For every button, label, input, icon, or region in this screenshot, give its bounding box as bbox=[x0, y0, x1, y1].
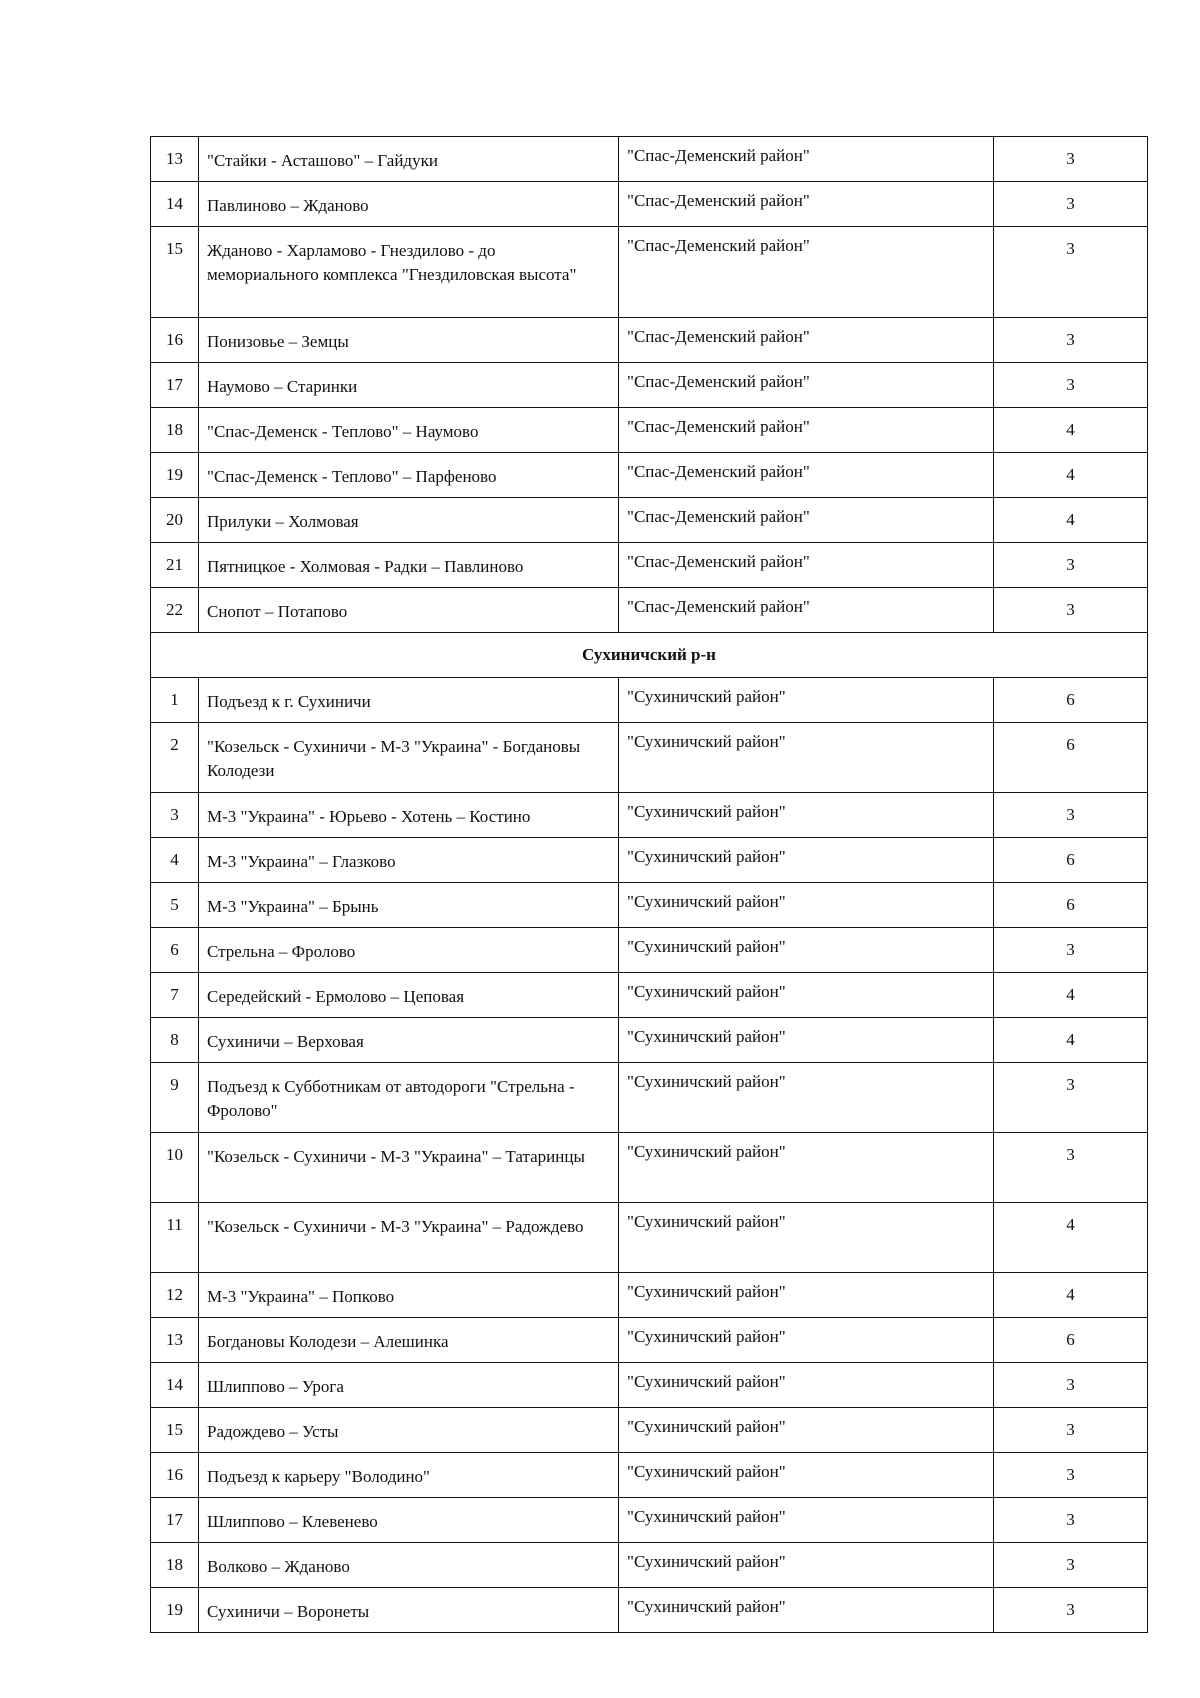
row-number: 14 bbox=[151, 1363, 199, 1408]
road-name: Стрельна – Фролово bbox=[199, 928, 619, 973]
row-number: 2 bbox=[151, 723, 199, 793]
table-row bbox=[151, 973, 1148, 1018]
road-name: Сухиничи – Верховая bbox=[199, 1018, 619, 1063]
row-value: 3 bbox=[994, 793, 1148, 838]
district-name: "Сухиничский район" bbox=[619, 1408, 994, 1453]
row-value: 4 bbox=[994, 1273, 1148, 1318]
road-name: Подъезд к г. Сухиничи bbox=[199, 678, 619, 723]
road-name: М-3 "Украина" - Юрьево - Хотень – Костино bbox=[199, 793, 619, 838]
district-name: "Сухиничский район" bbox=[619, 1133, 994, 1203]
district-name: "Спас-Деменский район" bbox=[619, 137, 994, 182]
district-name: "Спас-Деменский район" bbox=[619, 453, 994, 498]
table-row bbox=[151, 1543, 1148, 1588]
district-name: "Сухиничский район" bbox=[619, 1273, 994, 1318]
row-value: 4 bbox=[994, 453, 1148, 498]
district-name: "Сухиничский район" bbox=[619, 793, 994, 838]
table-row bbox=[151, 883, 1148, 928]
road-name: М-3 "Украина" – Попково bbox=[199, 1273, 619, 1318]
table-row bbox=[151, 498, 1148, 543]
row-value: 3 bbox=[994, 1498, 1148, 1543]
district-name: "Сухиничский район" bbox=[619, 1453, 994, 1498]
row-number: 3 bbox=[151, 793, 199, 838]
district-name: "Сухиничский район" bbox=[619, 1018, 994, 1063]
road-name: Шлиппово – Урога bbox=[199, 1363, 619, 1408]
row-number: 20 bbox=[151, 498, 199, 543]
table-row bbox=[151, 1203, 1148, 1273]
row-number: 15 bbox=[151, 227, 199, 318]
road-name: "Стайки - Асташово" – Гайдуки bbox=[199, 137, 619, 182]
row-value: 4 bbox=[994, 973, 1148, 1018]
road-name: Снопот – Потапово bbox=[199, 588, 619, 633]
road-name: Понизовье – Земцы bbox=[199, 318, 619, 363]
row-number: 11 bbox=[151, 1203, 199, 1273]
district-name: "Сухиничский район" bbox=[619, 1498, 994, 1543]
district-name: "Сухиничский район" bbox=[619, 1363, 994, 1408]
section-title: Сухиничский р-н bbox=[151, 633, 1148, 678]
row-value: 3 bbox=[994, 1588, 1148, 1633]
table-row bbox=[151, 1133, 1148, 1203]
row-number: 9 bbox=[151, 1063, 199, 1133]
row-value: 3 bbox=[994, 1133, 1148, 1203]
row-value: 3 bbox=[994, 318, 1148, 363]
table-row bbox=[151, 1273, 1148, 1318]
row-number: 16 bbox=[151, 1453, 199, 1498]
road-name: Волково – Жданово bbox=[199, 1543, 619, 1588]
table-row bbox=[151, 543, 1148, 588]
district-name: "Сухиничский район" bbox=[619, 1203, 994, 1273]
table-row bbox=[151, 453, 1148, 498]
row-number: 22 bbox=[151, 588, 199, 633]
row-number: 6 bbox=[151, 928, 199, 973]
row-number: 15 bbox=[151, 1408, 199, 1453]
table-row bbox=[151, 137, 1148, 182]
road-name: М-3 "Украина" – Глазково bbox=[199, 838, 619, 883]
row-number: 10 bbox=[151, 1133, 199, 1203]
row-number: 19 bbox=[151, 1588, 199, 1633]
table-row bbox=[151, 408, 1148, 453]
road-name: Середейский - Ермолово – Цеповая bbox=[199, 973, 619, 1018]
table-row bbox=[151, 1063, 1148, 1133]
district-name: "Сухиничский район" bbox=[619, 1318, 994, 1363]
row-value: 6 bbox=[994, 883, 1148, 928]
district-name: "Спас-Деменский район" bbox=[619, 227, 994, 318]
row-value: 3 bbox=[994, 363, 1148, 408]
table-row bbox=[151, 227, 1148, 318]
row-value: 3 bbox=[994, 137, 1148, 182]
district-name: "Сухиничский район" bbox=[619, 678, 994, 723]
table-row bbox=[151, 1498, 1148, 1543]
table-row bbox=[151, 1408, 1148, 1453]
row-value: 3 bbox=[994, 1063, 1148, 1133]
district-name: "Спас-Деменский район" bbox=[619, 318, 994, 363]
district-name: "Сухиничский район" bbox=[619, 973, 994, 1018]
row-value: 6 bbox=[994, 838, 1148, 883]
roads-table bbox=[150, 136, 1148, 1633]
row-value: 3 bbox=[994, 1453, 1148, 1498]
table-row bbox=[151, 1018, 1148, 1063]
row-value: 3 bbox=[994, 227, 1148, 318]
table-row bbox=[151, 1363, 1148, 1408]
table-row bbox=[151, 1318, 1148, 1363]
table-body bbox=[151, 137, 1148, 1633]
row-value: 4 bbox=[994, 1018, 1148, 1063]
district-name: "Спас-Деменский район" bbox=[619, 543, 994, 588]
district-name: "Сухиничский район" bbox=[619, 838, 994, 883]
row-number: 13 bbox=[151, 1318, 199, 1363]
road-name: Жданово - Харламово - Гнездилово - до мемориального комплекса "Гнездиловская высота" bbox=[199, 227, 619, 318]
road-name: Пятницкое - Холмовая - Радки – Павлиново bbox=[199, 543, 619, 588]
row-number: 17 bbox=[151, 1498, 199, 1543]
road-name: "Спас-Деменск - Теплово" – Наумово bbox=[199, 408, 619, 453]
road-name: Павлиново – Жданово bbox=[199, 182, 619, 227]
table-row bbox=[151, 793, 1148, 838]
row-number: 19 bbox=[151, 453, 199, 498]
road-name: Радождево – Усты bbox=[199, 1408, 619, 1453]
row-value: 3 bbox=[994, 1408, 1148, 1453]
district-name: "Спас-Деменский район" bbox=[619, 408, 994, 453]
row-value: 3 bbox=[994, 543, 1148, 588]
table-row bbox=[151, 838, 1148, 883]
district-name: "Спас-Деменский район" bbox=[619, 588, 994, 633]
district-name: "Сухиничский район" bbox=[619, 883, 994, 928]
row-value: 3 bbox=[994, 182, 1148, 227]
row-number: 1 bbox=[151, 678, 199, 723]
row-number: 14 bbox=[151, 182, 199, 227]
road-name: Подъезд к Субботникам от автодороги "Стрельна - Фролово" bbox=[199, 1063, 619, 1133]
road-name: Богдановы Колодези – Алешинка bbox=[199, 1318, 619, 1363]
table-row bbox=[151, 1453, 1148, 1498]
road-name: Наумово – Старинки bbox=[199, 363, 619, 408]
table-row bbox=[151, 1588, 1148, 1633]
table-row bbox=[151, 318, 1148, 363]
table-row bbox=[151, 928, 1148, 973]
district-name: "Спас-Деменский район" bbox=[619, 182, 994, 227]
table-row bbox=[151, 723, 1148, 793]
road-name: М-3 "Украина" – Брынь bbox=[199, 883, 619, 928]
row-value: 4 bbox=[994, 1203, 1148, 1273]
road-name: Прилуки – Холмовая bbox=[199, 498, 619, 543]
row-number: 8 bbox=[151, 1018, 199, 1063]
row-value: 6 bbox=[994, 1318, 1148, 1363]
section-row bbox=[151, 633, 1148, 678]
table-row bbox=[151, 588, 1148, 633]
row-value: 3 bbox=[994, 1363, 1148, 1408]
road-name: Сухиничи – Воронеты bbox=[199, 1588, 619, 1633]
row-value: 4 bbox=[994, 408, 1148, 453]
row-number: 21 bbox=[151, 543, 199, 588]
row-value: 3 bbox=[994, 1543, 1148, 1588]
row-value: 3 bbox=[994, 588, 1148, 633]
row-value: 3 bbox=[994, 928, 1148, 973]
table-row bbox=[151, 363, 1148, 408]
row-number: 4 bbox=[151, 838, 199, 883]
district-name: "Сухиничский район" bbox=[619, 1543, 994, 1588]
district-name: "Сухиничский район" bbox=[619, 1588, 994, 1633]
district-name: "Спас-Деменский район" bbox=[619, 498, 994, 543]
table-row bbox=[151, 678, 1148, 723]
row-number: 18 bbox=[151, 408, 199, 453]
road-name: "Козельск - Сухиничи - М-3 "Украина" - Богдановы Колодези bbox=[199, 723, 619, 793]
table-row bbox=[151, 182, 1148, 227]
row-value: 6 bbox=[994, 678, 1148, 723]
district-name: "Сухиничский район" bbox=[619, 928, 994, 973]
district-name: "Сухиничский район" bbox=[619, 723, 994, 793]
row-number: 17 bbox=[151, 363, 199, 408]
district-name: "Сухиничский район" bbox=[619, 1063, 994, 1133]
road-name: Шлиппово – Клевенево bbox=[199, 1498, 619, 1543]
row-number: 5 bbox=[151, 883, 199, 928]
row-number: 7 bbox=[151, 973, 199, 1018]
row-number: 13 bbox=[151, 137, 199, 182]
row-value: 6 bbox=[994, 723, 1148, 793]
road-name: "Козельск - Сухиничи - М-3 "Украина" – Татаринцы bbox=[199, 1133, 619, 1203]
road-name: "Козельск - Сухиничи - М-3 "Украина" – Радождево bbox=[199, 1203, 619, 1273]
row-number: 18 bbox=[151, 1543, 199, 1588]
row-number: 12 bbox=[151, 1273, 199, 1318]
road-name: "Спас-Деменск - Теплово" – Парфеново bbox=[199, 453, 619, 498]
row-number: 16 bbox=[151, 318, 199, 363]
row-value: 4 bbox=[994, 498, 1148, 543]
district-name: "Спас-Деменский район" bbox=[619, 363, 994, 408]
road-name: Подъезд к карьеру "Володино" bbox=[199, 1453, 619, 1498]
